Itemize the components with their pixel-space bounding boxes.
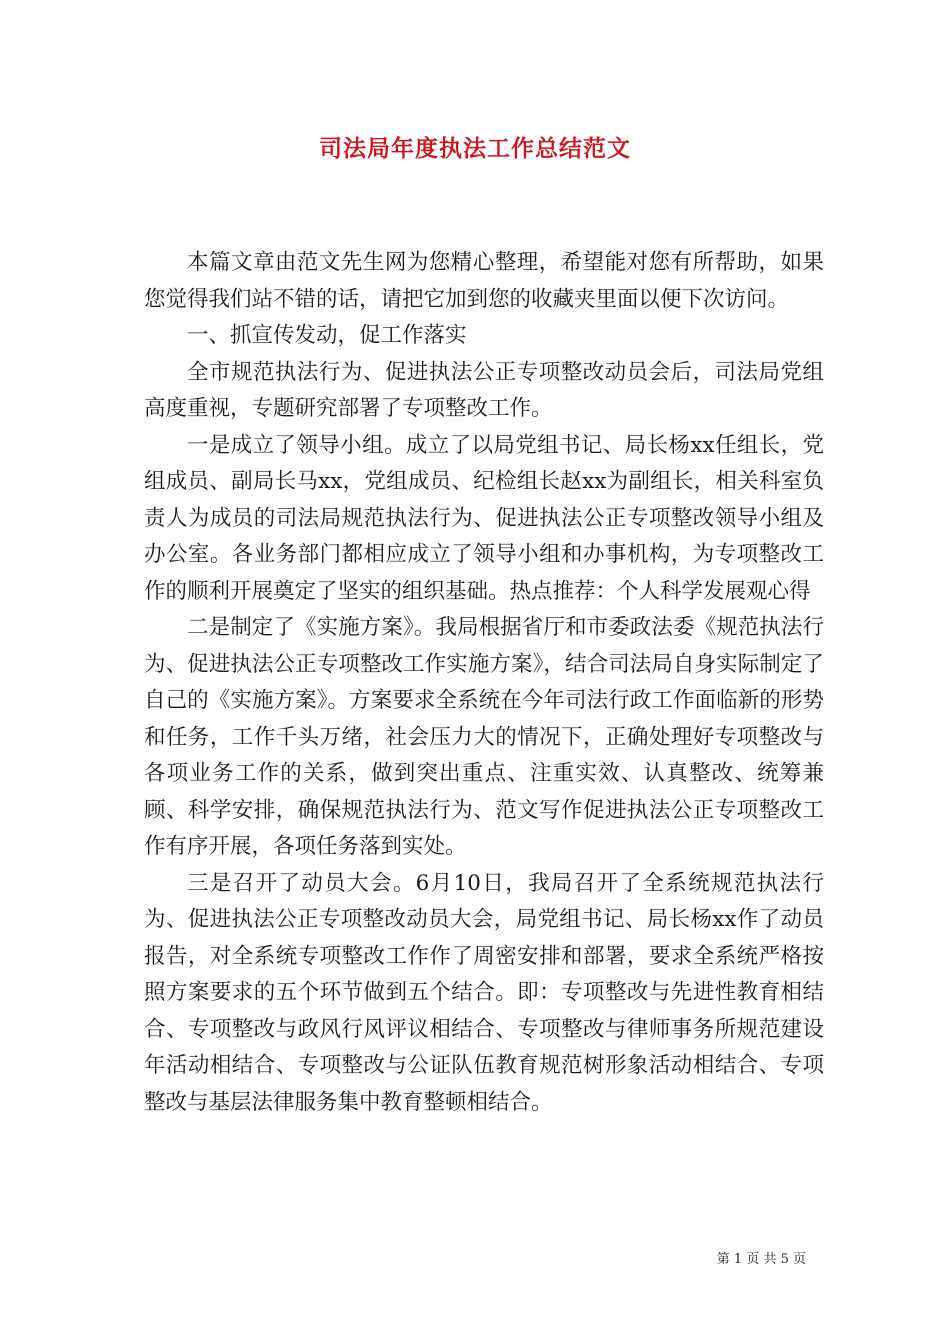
document-title: 司法局年度执法工作总结范文	[319, 135, 631, 162]
section-heading: 一、抓宣传发动，促工作落实	[187, 323, 467, 348]
document-body	[144, 245, 824, 1121]
paragraph: 全市规范执法行为、促进执法公正专项整改动员会后，司法局党组高度重视，专题研究部署了专项整改工作。	[144, 359, 824, 421]
page-number: 第 1 页 共 5 页	[716, 1252, 806, 1267]
paragraph: 三是召开了动员大会。6月10日，我局召开了全系统规范执法行为、促进执法公正专项整改动员大会，局党组书记、局长杨xx作了动员报告，对全系统专项整改工作作了周密安排和部署，要求全系统严格按照方案要求的五个环节做到五个结合。即：专项整改与先进性教育相结合、专项整改与政风行风评议相结合、专项整改与律师事务所规范建设年活动相结合、专项整改与公证队伍教育规范树形象活动相结合、专项整改与基层法律服务集中教育整顿相结合。	[144, 870, 824, 1115]
paragraph: 一是成立了领导小组。成立了以局党组书记、局长杨xx任组长，党组成员、副局长马xx，党组成员、纪检组长赵xx为副组长，相关科室负责人为成员的司法局规范执法行为、促进执法公正专项整改领导小组及办公室。各业务部门都相应成立了领导小组和办事机构，为专项整改工作的顺利开展奠定了坚实的组织基础。热点推荐：个人科学发展观心得	[144, 432, 824, 604]
paragraph: 二是制定了《实施方案》。我局根据省厅和市委政法委《规范执法行为、促进执法公正专项整改工作实施方案》，结合司法局自身实际制定了自己的《实施方案》。方案要求全系统在今年司法行政工作面临新的形势和任务，工作千头万绪，社会压力大的情况下，正确处理好专项整改与各项业务工作的关系，做到突出重点、注重实效、认真整改、统筹兼顾、科学安排，确保规范执法行为、范文写作促进执法公正专项整改工作有序开展，各项任务落到实处。	[144, 615, 824, 859]
paragraph-intro: 本篇文章由范文先生网为您精心整理，希望能对您有所帮助，如果您觉得我们站不错的话，请把它加到您的收藏夹里面以便下次访问。	[144, 250, 824, 312]
